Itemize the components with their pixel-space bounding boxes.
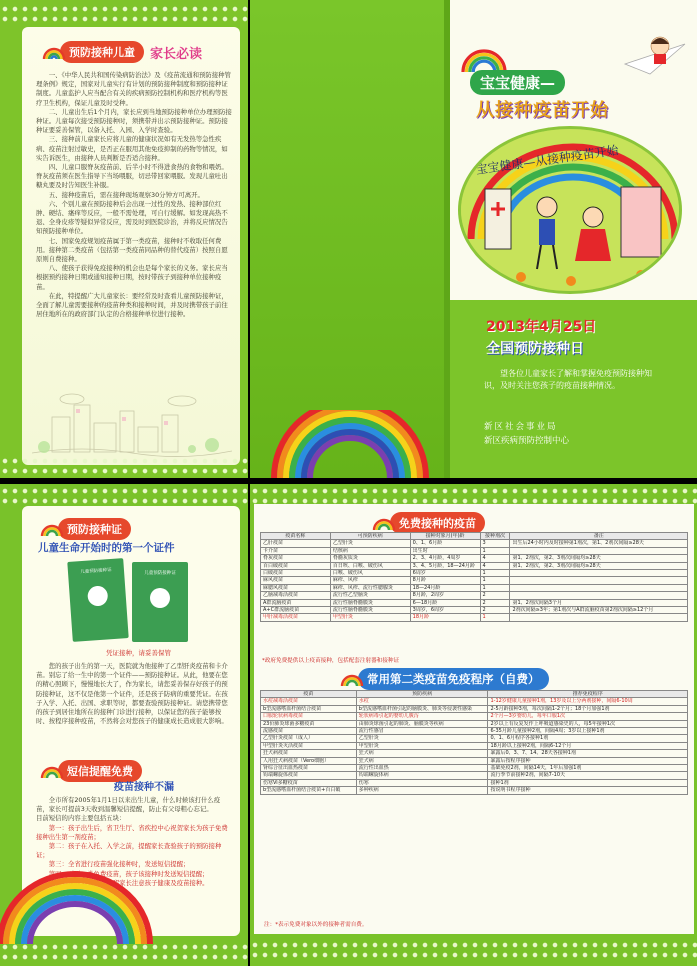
table-row <box>261 577 688 584</box>
table-row <box>261 570 688 577</box>
table-cell: 4 <box>480 562 510 569</box>
table-cell: 18月龄 <box>410 614 480 621</box>
table-cell: 18—24月龄 <box>410 584 480 591</box>
table-cell: 18月龄以上接种2剂，间隔6-12个月 <box>488 742 688 749</box>
table-cell: 按说明书程序接种 <box>488 787 688 794</box>
card-caption: 凭证接种，请妥善保管 <box>106 649 171 657</box>
table-cell: 2 <box>480 599 510 606</box>
dot-border <box>250 940 697 960</box>
cover-org-1: 新区社会事业局 <box>484 422 558 432</box>
table-cell: 狂犬病 <box>356 757 488 764</box>
table-header: 接种剂次 <box>480 533 510 540</box>
booklet-title: 儿童预防接种证 <box>144 571 176 576</box>
table-cell: 麻腮风疫苗 <box>261 584 331 591</box>
table-cell: 甲型肝炎 <box>356 742 488 749</box>
table-cell: 乙脑减毒活疫苗 <box>261 592 331 599</box>
table-row <box>261 720 688 727</box>
table-row <box>261 698 688 705</box>
booklet-title: 儿童预防接种证 <box>80 567 112 576</box>
table-cell: 轮状病毒引起的婴幼儿腹泻 <box>356 713 488 720</box>
guide-paragraph: 在此，特提醒广大儿童家长：要经常及时查看儿童预防接种证，全面了解儿童需要接种的疫苗种类和接种时间，并及时携带孩子前往居住地所在的政府部门认定的合格接种单位进行接种。 <box>36 291 228 319</box>
tables-card <box>254 504 694 934</box>
sms-heading-text: 短信提醒免费 <box>58 760 142 782</box>
table-cell: 6—18月龄 <box>410 599 480 606</box>
table-cell: 甲型肝炎 <box>330 614 410 621</box>
sms-item: 第二：孩子在入托、入学之前，提醒家长查验孩子的预防接种证； <box>36 842 222 860</box>
table-cell: 甲型肝炎灭活疫苗 <box>261 742 357 749</box>
guide-paragraph: 四、儿童口服脊灰疫苗前、后半小时不得进食热的食物和喂奶。脊灰疫苗须在医生指导下当场喂服，切忌带回家喂服。发现儿童吐出糖丸要及时告知医生补服。 <box>36 163 228 190</box>
table-cell: 1 <box>480 570 510 577</box>
table-cell: 流行性出血热 <box>356 765 488 772</box>
table-cell: 狂犬病疫苗 <box>261 750 357 757</box>
table-cell: 出生后24小时内及时接种第1剂次，第1、2剂次间隔≥28天 <box>510 540 688 547</box>
table-cell: 麻风疫苗 <box>261 577 331 584</box>
sms-item: 第五：在春节期间，提醒家长注意孩子健康及疫苗接种。 <box>48 878 209 887</box>
table-cell: b型流感嗜血杆菌结合疫苗 <box>261 705 357 712</box>
dot-border <box>0 4 248 24</box>
rainbow-icon <box>340 672 364 686</box>
cover-date: 2013年4月25日 <box>486 319 597 335</box>
table-cell: 1 <box>480 577 510 584</box>
card-subtitle: 儿童生命开始时的第一个证件 <box>38 542 175 554</box>
table-row <box>261 599 688 606</box>
children-drawing <box>458 126 682 294</box>
kid-paper-plane-icon <box>620 24 690 84</box>
booklet-emblem-icon <box>87 585 108 606</box>
table-cell: 6周岁 <box>410 570 480 577</box>
table-cell: 23价肺炎球菌多糖疫苗 <box>261 720 357 727</box>
table-cell: 白喉、破伤风 <box>330 570 410 577</box>
table-cell: 8月龄，2周岁 <box>410 592 480 599</box>
paid-note: 注：*表示免费对象以外的接种者需自费。 <box>264 922 368 928</box>
cover-event: 全国预防接种日 <box>486 341 584 357</box>
sms-item: 第三：全省进行疫苗强化接种时，发送短信提醒； <box>48 860 190 869</box>
table-cell: 甲肝减毒活疫苗 <box>261 614 331 621</box>
table-cell: 脊灰疫苗 <box>261 555 331 562</box>
table-cell: 第1、2剂次，第2、3剂次间隔均≥28天 <box>510 555 688 562</box>
table-row <box>261 787 688 794</box>
guide-paragraph: 六、个别儿童在预防接种后会出现一过性的发热、接种部位红肿、硬结、瘙痒等反应，一般不需处理，可自行缓解。如发现高热不退、全身皮疹等疑似异常反应，需及时到医院诊治，并将反应情况告知预防接种单位。 <box>36 199 228 236</box>
table-row <box>261 779 688 786</box>
table-cell: 2剂次间隔≥3年；第1剂次与A群流脑疫苗第2剂次间隔≥12个月 <box>510 607 688 614</box>
table-row <box>261 547 688 554</box>
table-cell: 接种1剂 <box>488 779 688 786</box>
table-cell: 口服轮状病毒疫苗 <box>261 713 357 720</box>
table-row <box>261 750 688 757</box>
table-cell <box>510 570 688 577</box>
table-header-row <box>261 533 688 540</box>
table-cell: 卡介苗 <box>261 547 331 554</box>
free-heading-text: 免费接种的疫苗 <box>390 512 485 534</box>
table-cell: 流行性脑脊髓膜炎 <box>330 599 410 606</box>
table-cell: 乙肝疫苗 <box>261 540 331 547</box>
table-row <box>261 772 688 779</box>
panel-vaccination-card <box>0 484 248 966</box>
sms-paragraph: 全市所有2005年1月1日以来出生儿童，什么时候该打什么疫苗，家长可提前3天收到温馨短信提醒，防止有父母粗心忘记。 <box>36 796 221 814</box>
sms-list-title: 目前短信的内容主要包括五块： <box>36 814 126 823</box>
table-cell: A群流脑疫苗 <box>261 599 331 606</box>
vaccination-booklet <box>67 558 128 642</box>
table-cell: 流行性乙型脑炎 <box>330 592 410 599</box>
cover-message: 望各位儿童家长了解和掌握免疫预防接种知识，及时关注您孩子的疫苗接种情况。 <box>484 369 652 390</box>
table-cell: 流行性感冒 <box>356 728 488 735</box>
table-cell: 2 <box>480 592 510 599</box>
drawing-caption: 宝宝健康—从接种疫苗开始 <box>474 143 620 177</box>
table-cell: 肾综合征出血热疫苗 <box>261 765 357 772</box>
cover-title-line1: 宝宝健康— <box>470 70 565 95</box>
dot-border <box>0 942 248 962</box>
table-cell: 流行性脑脊髓膜炎 <box>330 607 410 614</box>
table-row <box>261 584 688 591</box>
table-cell: 由肺炎球菌引起的肺炎、脑膜炎等疾病 <box>356 720 488 727</box>
table-cell <box>510 547 688 554</box>
guide-paragraph: 八、使孩子获得免疫接种的机会也是每个家长的义务。家长应当根据预约接种日期或通知接种日期，按时带孩子到接种单位接种疫苗。 <box>36 264 228 291</box>
table-row <box>261 562 688 569</box>
table-cell: 4 <box>480 555 510 562</box>
table-cell: 1 <box>480 547 510 554</box>
table-cell: 1 <box>480 614 510 621</box>
table-cell: 流感疫苗 <box>261 728 357 735</box>
table-cell: b型流感嗜血杆菌引起的脑膜炎、肺炎等侵袭性感染 <box>356 705 488 712</box>
booklet-emblem-icon <box>150 588 170 608</box>
table-cell: 结核病 <box>330 547 410 554</box>
paid-heading <box>340 668 549 690</box>
paid-heading-text: 常用第二类疫苗免疫程序（自费） <box>358 668 549 690</box>
table-header: 疫苗 <box>261 691 357 698</box>
city-illustration <box>32 387 232 457</box>
guide-paragraph: 三、接种前儿童家长应将儿童的健康状况如有无发热等急性疾病、疫苗注射过敏史，是否正在服用其他免疫抑制的药物等情况，如实告诉医生，由接种人员判断是否适合接种。 <box>36 135 228 162</box>
table-cell: 0、1、6月程序各接种1剂 <box>488 735 688 742</box>
table-cell: 1 <box>480 584 510 591</box>
rainbow-icon <box>40 522 64 536</box>
table-cell: 6-35月龄儿童接种2剂，间隔4周；3岁以上接种1剂 <box>488 728 688 735</box>
table-row <box>261 540 688 547</box>
table-row <box>261 592 688 599</box>
table-row <box>261 713 688 720</box>
table-cell: 水痘 <box>356 698 488 705</box>
table-cell <box>510 577 688 584</box>
table-cell: 钩端螺旋体疫苗 <box>261 772 357 779</box>
table-header: 接种对象月(年)龄 <box>410 533 480 540</box>
table-header-row <box>261 691 688 698</box>
paid-vaccine-table <box>260 690 688 795</box>
table-header: 预防疾病 <box>356 691 488 698</box>
rainbow-icon <box>40 764 64 778</box>
table-row <box>261 705 688 712</box>
table-cell: 百白破疫苗 <box>261 562 331 569</box>
card-heading <box>40 518 131 540</box>
table-cell: 脊髓灰质炎 <box>330 555 410 562</box>
table-cell: 第1、2剂次，第2、3剂次间隔均≥28天 <box>510 562 688 569</box>
guide-heading-text: 预防接种儿童 <box>60 41 144 63</box>
big-rainbow <box>0 864 160 944</box>
table-cell: 流行季节前接种2剂，间隔7-10天 <box>488 772 688 779</box>
rainbow-icon <box>460 46 508 72</box>
vaccination-booklet <box>132 562 188 642</box>
table-cell: 暴露后0、3、7、14、28天各接种1剂 <box>488 750 688 757</box>
table-cell: 狂犬病 <box>356 750 488 757</box>
table-cell <box>510 592 688 599</box>
panel-vaccine-tables <box>250 484 697 966</box>
table-cell: 人用狂犬病疫苗（Vero细胞） <box>261 757 357 764</box>
table-cell: 麻疹、风疹 <box>330 577 410 584</box>
dot-border <box>0 456 248 476</box>
table-cell: 伤寒Vi多糖疫苗 <box>261 779 357 786</box>
card-paragraph: 您的孩子出生的第一天，医院就为他接种了乙型肝炎疫苗和卡介苗。别忘了给一生中的第一个证件——预防接种证。从此，他要在您的精心照顾下，慢慢地长大了，作为家长，请您妥善保存好孩子的预防接种证，这不仅是他第一个证件，还是孩子防病的重要凭证。在孩子入学、入托、出国、求职等时，都要查验预防接种证。请您携带您的孩子到居住地所在的接种门诊进行接种，以保证您的孩子能够按时、按程序接种疫苗，不然将会对您孩子的健康成长造成很大影响。 <box>36 662 228 726</box>
guide-paragraph: 二、儿童出生后1个月内，家长应到当地预防接种单位办理预防接种证。儿童每次接受预防接种时，须携带并出示预防接种证。预防接种证要妥善保管，以备入托、入园、入学时查验。 <box>36 107 232 135</box>
dot-border <box>0 486 248 506</box>
cover-org-2: 新区疾病预防控制中心 <box>484 436 570 446</box>
table-cell: 0、1、6月龄 <box>410 540 480 547</box>
table-cell: 3、4、5月龄，18—24月龄 <box>410 562 480 569</box>
table-cell: 3 <box>480 540 510 547</box>
table-cell: 基础免疫2剂，间隔14天，1年后加强1剂 <box>488 765 688 772</box>
table-header: 推荐免疫程序 <box>488 691 688 698</box>
table-cell: 2 <box>480 607 510 614</box>
panel-rainbow-back <box>250 0 450 478</box>
table-row <box>261 614 688 621</box>
table-cell: 暴露后按程序接种 <box>488 757 688 764</box>
free-heading <box>372 512 485 534</box>
table-cell: 伤寒 <box>356 779 488 786</box>
table-row <box>261 757 688 764</box>
table-header: 可预防疾病 <box>330 533 410 540</box>
table-cell: 3周岁，6周岁 <box>410 607 480 614</box>
table-cell: 水痘减毒活疫苗 <box>261 698 357 705</box>
guide-paragraph: 七、国家免疫规划疫苗属于第一类疫苗，接种时不收取任何费用。接种第二类疫苗（包括第一类疫苗同品种的替代疫苗）按照自愿原则自费接种。 <box>36 236 228 264</box>
table-row <box>261 742 688 749</box>
table-cell: 出生时 <box>410 547 480 554</box>
table-row <box>261 735 688 742</box>
guide-heading-tag: 家长必读 <box>150 46 203 62</box>
table-cell: 百日咳、白喉、破伤风 <box>330 562 410 569</box>
table-cell: 白破疫苗 <box>261 570 331 577</box>
table-cell: 2岁以上有反复发作上呼吸道感染史的人，每5年接种1次 <box>488 720 688 727</box>
table-row <box>261 607 688 614</box>
card-heading-text: 预防接种证 <box>58 518 131 540</box>
table-cell: b型流感嗜血杆菌结合疫苗+百白破 <box>261 787 357 794</box>
table-cell <box>510 584 688 591</box>
table-cell: 钩端螺旋体病 <box>356 772 488 779</box>
table-cell: A+C群流脑疫苗 <box>261 607 331 614</box>
guide-paragraph: 五、接种疫苗后，需在接种现场观察30分钟方可离开。 <box>48 190 204 199</box>
table-cell: 2个月—3岁婴幼儿，每年口服1次 <box>488 713 688 720</box>
panel-parents-guide <box>0 0 248 478</box>
table-cell <box>510 614 688 621</box>
table-cell: 乙型肝炎 <box>330 540 410 547</box>
free-note: *政府免费提供以上疫苗接种，包括配套注射器和接种证 <box>262 658 400 664</box>
table-cell: 第1、2剂次间隔3个月 <box>510 599 688 606</box>
rainbow-icon <box>42 45 66 59</box>
table-cell: 2、3、4月龄，4周岁 <box>410 555 480 562</box>
panel-cover <box>450 0 697 478</box>
table-row <box>261 765 688 772</box>
big-rainbow <box>260 410 440 478</box>
sms-item: 第一：孩子出生后，省卫生厅、省疾控中心祝贺家长为孩子免费接种出生第一剂疫苗； <box>36 823 228 841</box>
table-cell: 麻疹、风疹、流行性腮腺炎 <box>330 584 410 591</box>
guide-heading <box>42 41 202 63</box>
table-cell: 2-5月龄接种3剂，每次间隔1-2个月；18个月加强1剂 <box>488 705 688 712</box>
table-cell: 8月龄 <box>410 577 480 584</box>
table-cell: 1-12岁健康儿童接种1剂，13岁及以上分两剂接种，间隔6-10周 <box>488 698 688 705</box>
sms-item: 第四：对于一类免费疫苗，孩子该接种时发送短信提醒； <box>48 869 209 878</box>
table-row <box>261 728 688 735</box>
guide-body <box>36 71 232 319</box>
cover-title-line2: 从接种疫苗开始 <box>476 100 609 121</box>
guide-paragraph: 一、《中华人民共和国传染病防治法》及《疫苗流通和预防接种管理条例》规定，国家对儿童实行有计划的预防接种制度和预防接种证制度。儿童监护人应当配合有关的疾病预防控制机构和医疗机构等医疗卫生机构，保证儿童及时受种。 <box>36 71 231 107</box>
table-cell: 乙型肝炎疫苗（成人） <box>261 735 357 742</box>
table-row <box>261 555 688 562</box>
table-cell: 乙型肝炎 <box>356 735 488 742</box>
table-cell: 多种疾病 <box>356 787 488 794</box>
free-vaccine-table <box>260 532 688 622</box>
sms-tag: 疫苗接种不漏 <box>114 782 174 793</box>
guide-card <box>22 27 240 465</box>
table-header: 备注 <box>510 533 688 540</box>
dot-border <box>250 486 697 506</box>
rainbow-icon <box>372 516 396 530</box>
table-header: 疫苗名称 <box>261 533 331 540</box>
